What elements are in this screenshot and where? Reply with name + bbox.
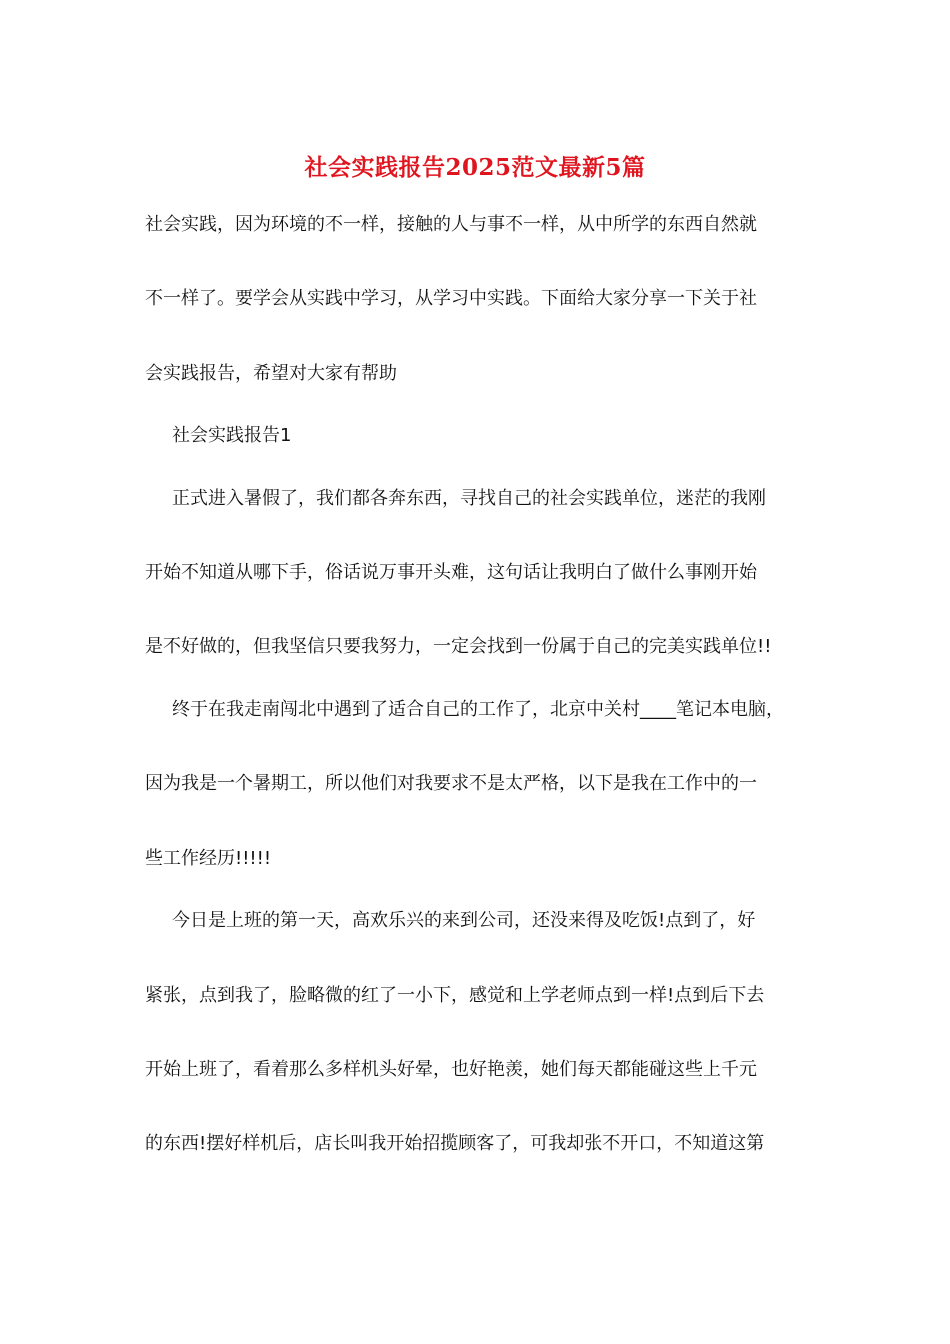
- paragraph-3-line-4: 的东西!摆好样机后，店长叫我开始招揽顾客了，可我却张不开口，不知道这第: [145, 1133, 765, 1154]
- paragraph-1-line-3: 是不好做的，但我坚信只要我努力，一定会找到一份属于自己的完美实践单位!!: [145, 636, 772, 657]
- intro-paragraph-line-1: 社会实践，因为环境的不一样，接触的人与事不一样，从中所学的东西自然就: [145, 214, 757, 235]
- document-title: 社会实践报告2025范文最新5篇: [304, 154, 646, 181]
- section-heading: 社会实践报告1: [172, 425, 292, 446]
- paragraph-2-line-1: 终于在我走南闯北中遇到了适合自己的工作了，北京中关村____笔记本电脑，: [172, 699, 784, 720]
- intro-paragraph-line-2: 不一样了。要学会从实践中学习，从学习中实践。下面给大家分享一下关于社: [145, 288, 757, 309]
- paragraph-2-line-3: 些工作经历!!!!!: [145, 848, 272, 869]
- paragraph-1-line-1: 正式进入暑假了，我们都各奔东西，寻找自己的社会实践单位，迷茫的我刚: [172, 488, 766, 509]
- paragraph-3-line-3: 开始上班了，看着那么多样机头好晕，也好艳羡，她们每天都能碰这些上千元: [145, 1059, 757, 1080]
- paragraph-2-line-2: 因为我是一个暑期工，所以他们对我要求不是太严格，以下是我在工作中的一: [145, 773, 757, 794]
- paragraph-3-line-1: 今日是上班的第一天，高欢乐兴的来到公司，还没来得及吃饭!点到了，好: [172, 910, 756, 931]
- intro-paragraph-line-3: 会实践报告，希望对大家有帮助: [145, 363, 397, 384]
- paragraph-3-line-2: 紧张，点到我了，脸略微的红了一小下，感觉和上学老师点到一样!点到后下去: [145, 985, 765, 1006]
- paragraph-1-line-2: 开始不知道从哪下手，俗话说万事开头难，这句话让我明白了做什么事刚开始: [145, 562, 757, 583]
